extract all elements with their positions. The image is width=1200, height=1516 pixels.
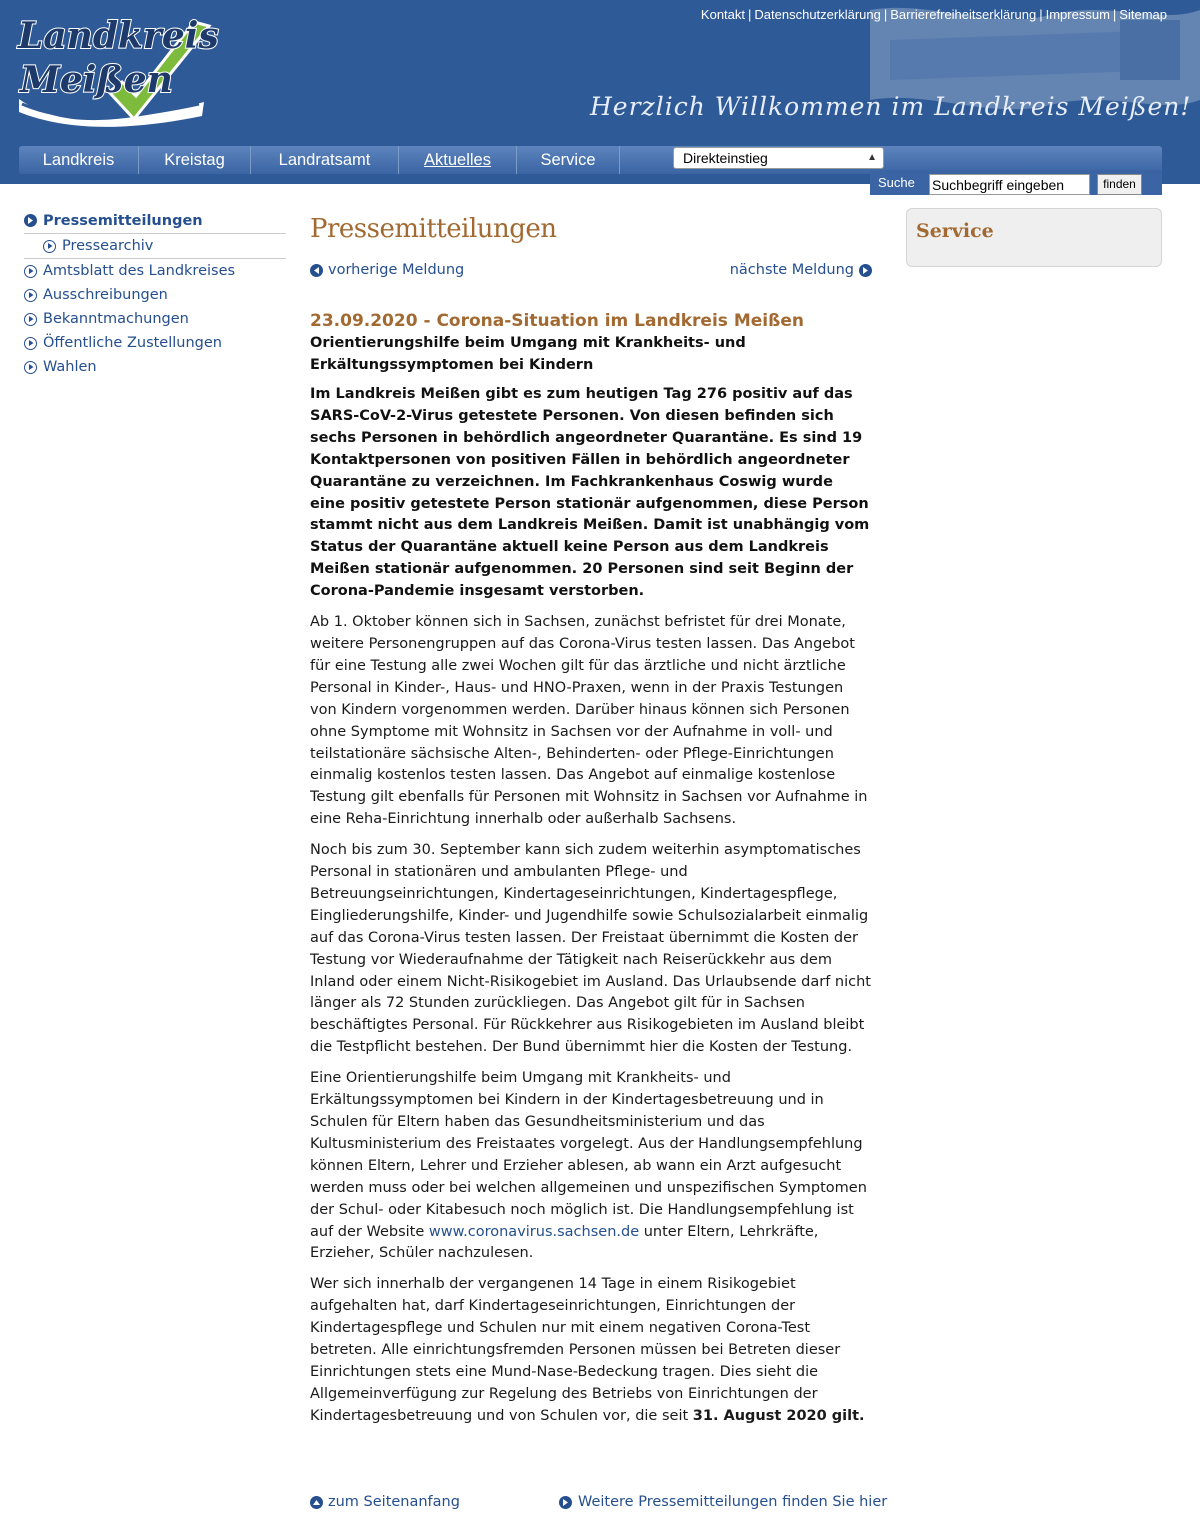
sidebar-item-label: Wahlen	[43, 359, 97, 375]
svg-text:Meißen: Meißen	[20, 59, 173, 101]
paragraph-bold-text: 31. August 2020 gilt.	[692, 1407, 865, 1424]
previous-article-link[interactable]	[310, 262, 464, 278]
service-box	[906, 208, 1162, 267]
back-to-top-link[interactable]	[310, 1494, 460, 1510]
article-paragraph	[310, 1274, 872, 1427]
sidebar-item-pressearchiv[interactable]	[24, 234, 286, 259]
article-subheadline: Orientierungshilfe beim Umgang mit Krankheits- und Erkältungssymptomen bei Kindern	[310, 335, 746, 373]
link-impressum[interactable]: Impressum	[1045, 7, 1110, 22]
sidebar-item-bekanntmachungen[interactable]	[24, 307, 286, 331]
sidebar-item-ausschreibungen[interactable]	[24, 283, 286, 307]
next-article-link[interactable]	[730, 262, 872, 278]
arrow-left-icon	[310, 264, 323, 277]
article-paragraph: Noch bis zum 30. September kann sich zudem weiterhin asymptomatisches Personal in stationären und ambulanten Pflege- und Betreuungseinrichtungen, Kindertageseinrichtungen, Kindertagespflege, Eingliederungshilfe, Kinder- und Jugendhilfe sowie Schulsozialarbeit einmalig auf das Corona-Virus testen lassen. Der Freistaat übernimmt die Kosten der Testung vor Wiederaufnahme der Tätigkeit nach Reiserückkehr aus dem Inland oder einem Nicht-Risikogebiet im Ausland. Das Urlaubsende darf nicht länger als 72 Stunden zurückliegen. Das Angebot gilt für in Sachsen beschäftigtes Personal. Für Rückkehrer aus Risikogebieten im Ausland bleibt die Testpflicht bestehen. Der Bund übernimmt hier die Kosten der Testung.	[310, 842, 871, 1056]
sidebar	[24, 210, 286, 379]
paragraph-text: Eine Orientierungshilfe beim Umgang mit Krankheits- und Erkältungssymptomen bei Kindern in der Kindertagesbetreuung und in Schulen für Eltern haben das Gesundheitsministerium und das Kultusministerium des Freistaates vorgelegt. Aus der Handlungsempfehlung können Eltern, Lehrer und Erzieher ablesen, ab wann ein Arzt aufgesucht werden muss oder bei welchen allgemeinen und unspezifischen Symptomen der Schul- oder Kitabesuch noch möglich ist. Die Handlungsempfehlung ist auf der Website	[310, 1070, 867, 1240]
main-content	[310, 214, 872, 1428]
arrow-right-icon	[24, 361, 37, 374]
nav-aktuelles[interactable]: Aktuelles	[399, 146, 517, 174]
coronavirus-sachsen-link[interactable]: www.coronavirus.sachsen.de	[428, 1223, 640, 1240]
article-lead: Im Landkreis Meißen gibt es zum heutigen Tag 276 positiv auf das SARS-CoV-2-Virus getestete Personen. Von diesen befinden sich sechs Personen in behördlich angeordneter Quarantäne. Es sind 19 Kontaktpersonen von positiven Fällen in behördlich angeordneter Quarantäne zu verzeichnen. Im Fachkrankenhaus Coswig wurde eine positiv getestete Person stationär aufgenommen, diese Person stammt nicht aus dem Landkreis Meißen. Damit ist unabhängig vom Status der Quarantäne aktuell keine Person aus dem Landkreis Meißen stationär aufgenommen. 20 Personen sind seit Beginn der Corona-Pandemie insgesamt verstorben.	[310, 386, 870, 600]
link-sitemap[interactable]: Sitemap	[1119, 7, 1167, 22]
sidebar-item-amtsblatt[interactable]	[24, 259, 286, 283]
article-paragraph	[310, 1068, 872, 1265]
link-datenschutz[interactable]: Datenschutzerklärung	[754, 7, 881, 22]
page-title: Pressemitteilungen	[310, 214, 557, 244]
sidebar-item-label: Ausschreibungen	[43, 287, 168, 303]
arrow-right-icon	[24, 265, 37, 278]
welcome-banner: Herzlich Willkommen im Landkreis Meißen!	[590, 92, 1192, 121]
sidebar-item-pressemitteilungen[interactable]	[24, 210, 286, 234]
direkteinstieg-select[interactable]	[673, 147, 884, 169]
sidebar-item-label: Pressearchiv	[62, 238, 154, 254]
sidebar-item-label: Öffentliche Zustellungen	[43, 335, 222, 351]
back-to-top-label: zum Seitenanfang	[328, 1494, 460, 1510]
arrow-right-icon	[24, 214, 37, 227]
search-label: Suche	[878, 175, 915, 190]
search-input[interactable]: Suchbegriff eingeben	[929, 174, 1090, 195]
more-press-releases-link[interactable]	[559, 1494, 887, 1510]
service-box-title: Service	[916, 220, 994, 242]
previous-label: vorherige Meldung	[328, 262, 465, 278]
nav-landratsamt[interactable]: Landratsamt	[251, 146, 399, 174]
arrow-right-icon	[24, 313, 37, 326]
nav-kreistag[interactable]: Kreistag	[139, 146, 251, 174]
site-logo[interactable]	[14, 4, 219, 132]
more-press-releases-label: Weitere Pressemitteilungen finden Sie hier	[578, 1494, 888, 1510]
article-paragraph: Ab 1. Oktober können sich in Sachsen, zunächst befristet für drei Monate, weitere Personengruppen auf das Corona-Virus testen lassen. Das Angebot für eine Testung alle zwei Wochen gilt für das ärztliche und nicht ärztliche Personal in Kinder-, Haus- und HNO-Praxen, wenn in der Praxis Testungen von Kindern vorgenommen werden. Darüber hinaus können sich Personen ohne Symptome mit Wohnsitz in Sachsen vor der Aufnahme in voll- und teilstationäre sächsische Alten-, Behinderten- oder Pflege-Einrichtungen einmalig kostenlos testen lassen. Das Angebot auf einmalige kostenlose Testung gilt ebenfalls für Personen mit Wohnsitz in Sachsen vor Aufnahme in eine Reha-Einrichtung innerhalb oder außerhalb Sachsens.	[310, 614, 868, 828]
article-headline: 23.09.2020 - Corona-Situation im Landkreis Meißen	[310, 311, 804, 331]
sidebar-item-wahlen[interactable]	[24, 355, 286, 379]
sidebar-item-zustellungen[interactable]	[24, 331, 286, 355]
nav-service[interactable]: Service	[517, 146, 620, 174]
sidebar-item-label: Bekanntmachungen	[43, 311, 189, 327]
arrow-right-icon	[559, 1496, 572, 1509]
svg-text:Landkreis: Landkreis	[18, 15, 219, 57]
link-kontakt[interactable]: Kontakt	[700, 7, 746, 22]
paragraph-text: Wer sich innerhalb der vergangenen 14 Tage in einem Risikogebiet aufgehalten hat, darf Kindertageseinrichtungen, Einrichtungen der Kindertagespflege und Schulen nur mit einem negativen Corona-Test betreten. Alle einrichtungsfremden Personen müssen bei Betreten dieser Einrichtungen stets eine Mund-Nase-Bedeckung tragen. Dies sieht die Allgemeinverfügung zur Regelung des Betriebs von Einrichtungen der Kindertagesbetreuung und von Schulen vor, die seit	[310, 1276, 841, 1424]
top-links: Kontakt | Datenschutzerklärung | Barrierefreiheitserklärung | Impressum | Sitemap	[700, 7, 1167, 22]
direkteinstieg-value: Direkteinstieg	[683, 150, 768, 166]
next-label: nächste Meldung	[729, 262, 854, 278]
logo-image	[14, 4, 219, 132]
sidebar-item-label: Pressemitteilungen	[43, 212, 203, 229]
paragraph-text: unter Eltern, Lehrkräfte, Erzieher, Schüler nachzulesen.	[310, 1223, 819, 1262]
link-barrierefreiheit[interactable]: Barrierefreiheitserklärung	[890, 7, 1037, 22]
arrow-up-icon	[310, 1496, 323, 1509]
arrow-right-icon	[43, 240, 56, 253]
select-arrows-icon: ▲	[867, 152, 877, 163]
site-header	[0, 0, 1200, 193]
arrow-right-icon	[859, 264, 872, 277]
search-button[interactable]: finden	[1097, 174, 1142, 195]
arrow-right-icon	[24, 289, 37, 302]
nav-landkreis[interactable]: Landkreis	[19, 146, 139, 174]
sidebar-item-label: Amtsblatt des Landkreises	[43, 263, 236, 279]
article-pager	[310, 262, 872, 284]
arrow-right-icon	[24, 337, 37, 350]
